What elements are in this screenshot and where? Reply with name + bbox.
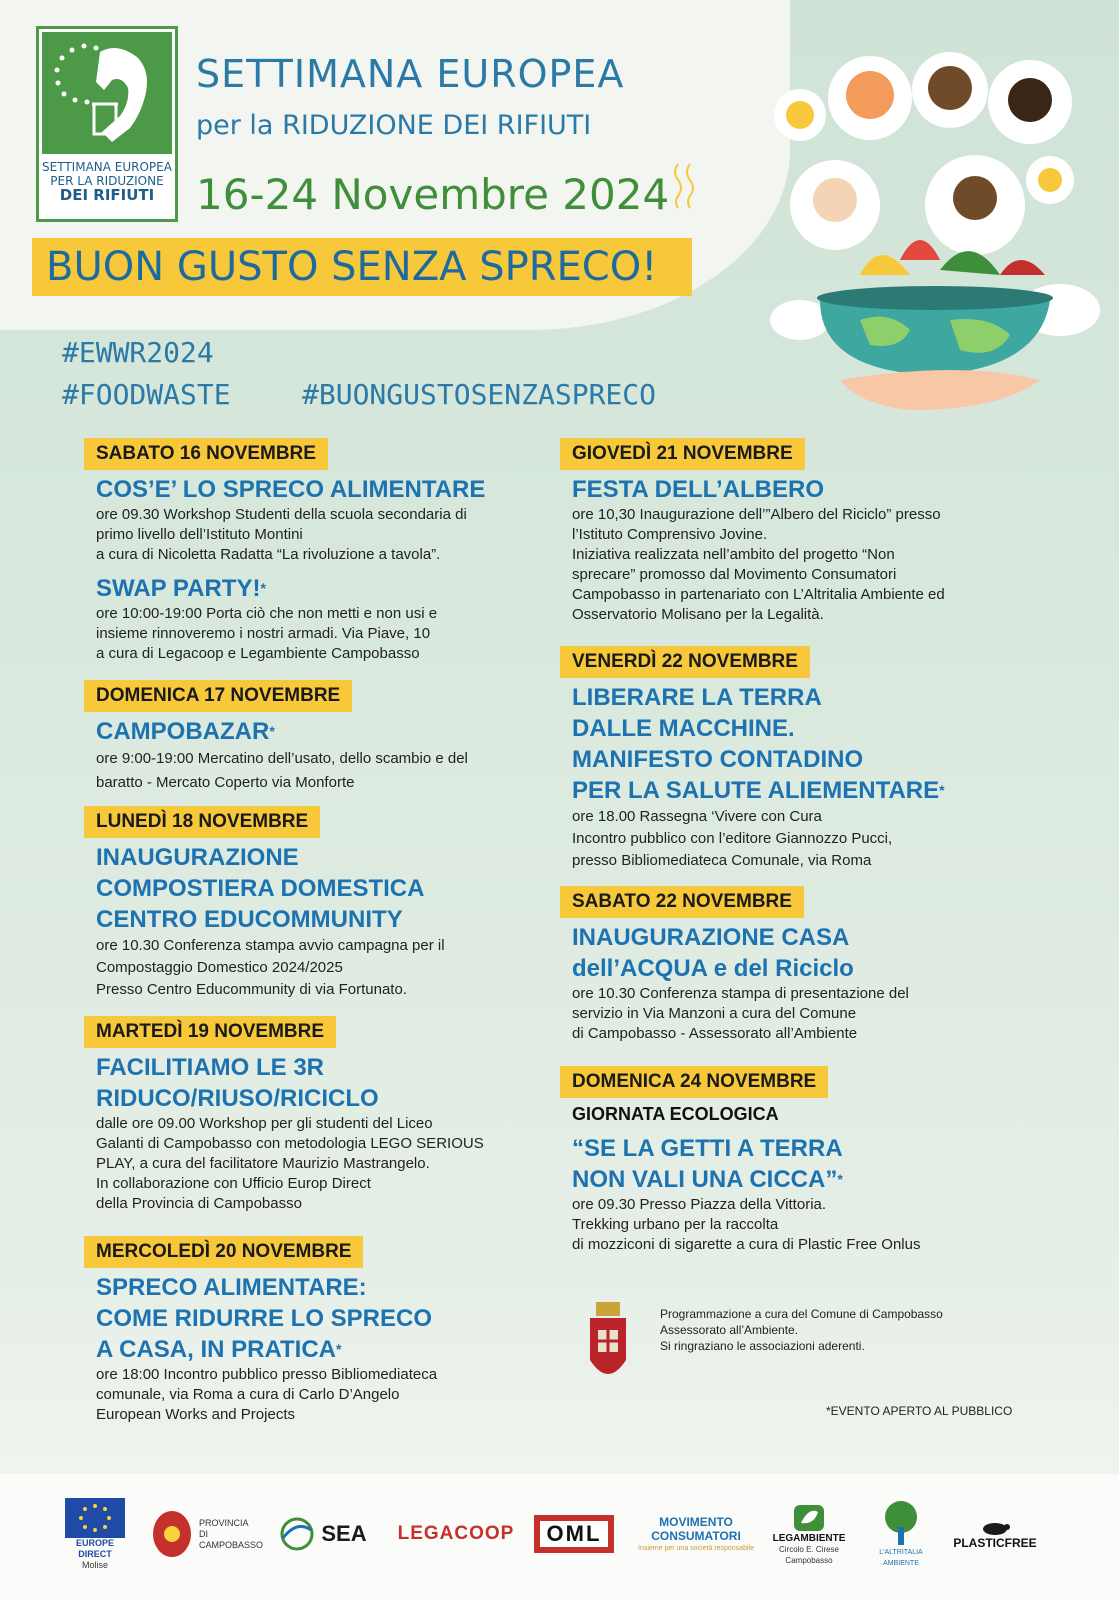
- event-description: ore 18:00 Incontro pubblico presso Bibliomediateca comunale, via Roma a cura di Carlo D’Angelo European Works and Projects: [96, 1366, 438, 1423]
- slogan-banner: BUON GUSTO SENZA SPRECO!: [32, 238, 692, 296]
- event-description: ore 10:00-19:00 Porta ciò che non metti e non usi e insieme rinnoveremo i nostri armadi. Via Piave, 10 a cura di Legacoop e Legambiente Campobasso: [96, 605, 438, 662]
- event-day-22-sab: [560, 886, 1030, 1044]
- sea-logo: [272, 1494, 372, 1574]
- day-label: VENERDÌ 22 NOVEMBRE: [560, 646, 810, 678]
- partner-logos-bar: [0, 1474, 1119, 1600]
- hashtag-ewwr: #EWWR2024: [62, 336, 214, 369]
- plasticfree-label: PLASTICFREE: [953, 1536, 1037, 1550]
- event-title: CAMPOBAZAR*: [96, 718, 275, 745]
- day-label: GIOVEDÌ 21 NOVEMBRE: [560, 438, 805, 470]
- europe-direct-label: EUROPE DIRECT: [75, 1537, 114, 1559]
- logo-text: [42, 160, 172, 202]
- logo-text-line3: DEI RIFIUTI: [59, 186, 155, 204]
- credits-text: Programmazione a cura del Comune di Campobasso Assessorato all’Ambiente. Si ringraziano le associazioni aderenti.: [660, 1307, 943, 1353]
- event-title: SPRECO ALIMENTARE: COME RIDURRE LO SPRECO A CASA, IN PRATICA*: [96, 1274, 433, 1363]
- logo-text-line2: PER LA RIDUZIONE: [50, 174, 164, 188]
- logo-text-line1: SETTIMANA EUROPEA: [42, 160, 172, 174]
- europe-direct-sublabel: Molise: [81, 1559, 108, 1570]
- event-day-22: [560, 646, 1030, 872]
- event-day-24: [560, 1066, 1030, 1255]
- legambiente-sublabel: Circolo E. Cirese Campobasso: [778, 1544, 839, 1565]
- day-label: SABATO 22 NOVEMBRE: [560, 886, 804, 918]
- oml-logo: [532, 1494, 616, 1574]
- event-day-18: [84, 806, 554, 1001]
- day-label: MARTEDÌ 19 NOVEMBRE: [84, 1016, 336, 1048]
- plasticfree-logo: [950, 1494, 1040, 1574]
- event-title: “SE LA GETTI A TERRA NON VALI UNA CICCA”*: [572, 1135, 843, 1193]
- day-label: MERCOLEDÌ 20 NOVEMBRE: [84, 1236, 363, 1268]
- event-description: ore 9:00-19:00 Mercatino dell’usato, dello scambio e del baratto - Mercato Coperto via Monforte: [96, 750, 468, 791]
- event-description: ore 09.30 Presso Piazza della Vittoria. Trekking urbano per la raccolta di mozziconi di sigarette a cura di Plastic Free Onlus: [572, 1196, 921, 1253]
- food-bowl-illustration: [760, 20, 1100, 420]
- legacoop-label: LEGACOOP: [397, 1523, 515, 1544]
- sea-swirl-icon: [277, 1514, 317, 1554]
- event-day-16: [84, 438, 554, 664]
- page-title: SETTIMANA EUROPEA: [196, 52, 625, 96]
- page-subtitle: per la RIDUZIONE DEI RIFIUTI: [196, 110, 592, 141]
- movimento-label: MOVIMENTO CONSUMATORI: [651, 1514, 741, 1543]
- legacoop-logo: [396, 1494, 516, 1574]
- day-label: LUNEDÌ 18 NOVEMBRE: [84, 806, 320, 838]
- legambiente-leaf-icon: [792, 1503, 826, 1533]
- steam-icon: [670, 160, 700, 210]
- event-day-17: [84, 680, 554, 795]
- event-title: SWAP PARTY!*: [96, 575, 266, 602]
- day-label: DOMENICA 24 NOVEMBRE: [560, 1066, 828, 1098]
- altritalia-logo: [866, 1494, 936, 1574]
- hashtag-buongusto: #BUONGUSTOSENZASPRECO: [302, 378, 657, 411]
- footnote: *EVENTO APERTO AL PUBBLICO: [826, 1404, 1013, 1418]
- oml-label: OML: [540, 1521, 608, 1547]
- tree-icon: [878, 1499, 924, 1547]
- day-label: DOMENICA 17 NOVEMBRE: [84, 680, 352, 712]
- event-day-21: [560, 438, 1030, 625]
- provincia-crest-icon: [151, 1509, 193, 1559]
- hashtag-foodwaste: #FOODWASTE: [62, 378, 231, 411]
- event-title: FESTA DELL’ALBERO: [572, 476, 824, 503]
- provincia-label: PROVINCIA DI CAMPOBASSO: [199, 1517, 264, 1550]
- event-title: INAUGURAZIONE COMPOSTIERA DOMESTICA CENTRO EDUCOMMUNITY: [96, 844, 425, 933]
- event-title: INAUGURAZIONE CASA dell’ACQUA e del Riciclo: [572, 924, 854, 982]
- event-description: ore 10.30 Conferenza stampa di presentazione del servizio in Via Manzoni a cura del Comune di Campobasso - Assessorato all’Ambiente: [572, 985, 909, 1042]
- event-description: ore 18.00 Rassegna ‘Vivere con Cura Incontro pubblico con l’editore Giannozzo Pucci, presso Bibliomediateca Comunale, via Roma: [572, 808, 893, 869]
- europe-direct-logo: [62, 1494, 128, 1574]
- event-title: COS’E’ LO SPRECO ALIMENTARE: [96, 476, 486, 503]
- movimento-sublabel: Insieme per una società responsabile: [638, 1544, 754, 1552]
- event-description: ore 10,30 Inaugurazione dell’”Albero del Riciclo” presso l’Istituto Comprensivo Jovine. Iniziativa realizzata nell’ambito del progetto “Non sprecare” promosso dal Movimento Consumatori Campobasso in partenariato con L’Altritalia Ambiente ed Osservatorio Molisano per la Legalità.: [572, 506, 945, 623]
- legambiente-logo: [768, 1494, 850, 1574]
- altritalia-label: L'ALTRITALIA AMBIENTE: [879, 1549, 923, 1567]
- event-day-19: [84, 1016, 554, 1214]
- ewwr-logo: [36, 26, 178, 222]
- event-day-20: [84, 1236, 554, 1425]
- event-description: ore 10.30 Conferenza stampa avvio campagna per il Compostaggio Domestico 2024/2025 Presso Centro Educommunity di via Fortunato.: [96, 937, 445, 998]
- eu-flag-icon: [65, 1498, 125, 1538]
- turtle-icon: [980, 1518, 1010, 1536]
- event-title: FACILITIAMO LE 3R RIDUCO/RIUSO/RICICLO: [96, 1054, 379, 1112]
- event-title: LIBERARE LA TERRA DALLE MACCHINE. MANIFESTO CONTADINO PER LA SALUTE ALIEMENTARE*: [572, 684, 945, 804]
- event-dates: 16-24 Novembre 2024: [196, 170, 670, 219]
- provincia-logo: [148, 1494, 264, 1574]
- event-subtitle: GIORNATA ECOLOGICA: [572, 1104, 779, 1124]
- sea-label: SEA: [321, 1521, 367, 1546]
- legambiente-label: LEGAMBIENTE: [772, 1532, 846, 1544]
- event-description: ore 09.30 Workshop Studenti della scuola secondaria di primo livello dell’Istituto Montini a cura di Nicoletta Radatta “La rivoluzione a tavola”.: [96, 506, 467, 563]
- event-description: dalle ore 09.00 Workshop per gli studenti del Liceo Galanti di Campobasso con metodologia LEGO SERIOUS PLAY, a cura del facilitatore Maurizio Mastrangelo. In collaborazione con Ufficio Europ Direct della Provincia di Campobasso: [96, 1115, 484, 1212]
- movimento-consumatori-logo: [636, 1494, 756, 1574]
- day-label: SABATO 16 NOVEMBRE: [84, 438, 328, 470]
- logo-emblem: [42, 32, 172, 154]
- campobasso-coat-of-arms: [586, 1300, 630, 1392]
